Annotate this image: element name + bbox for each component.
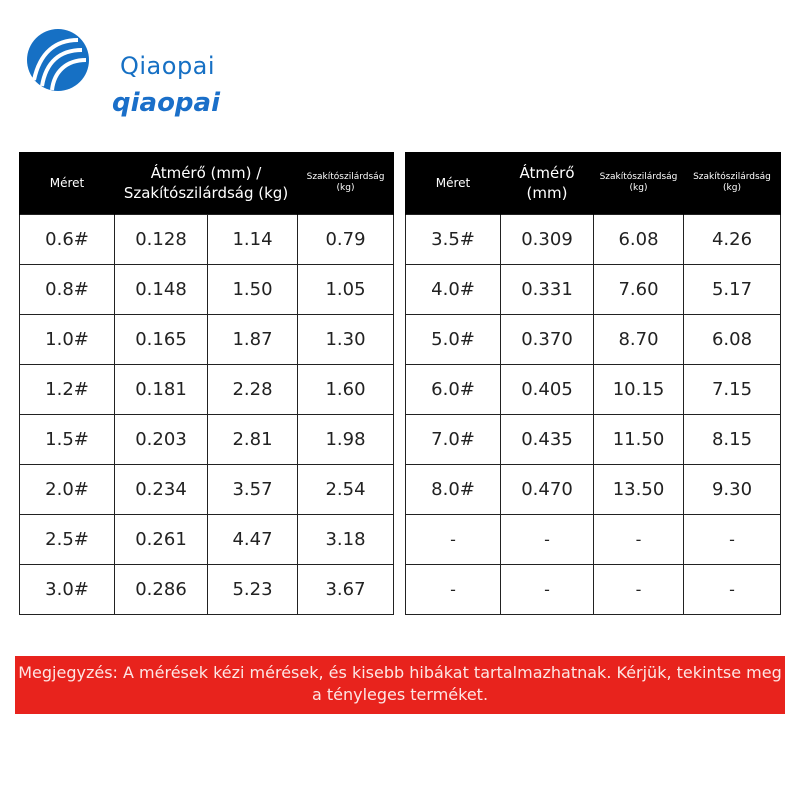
- table-cell: -: [594, 565, 684, 615]
- table-cell: -: [501, 515, 594, 565]
- table-row: [406, 465, 781, 515]
- table-cell: 6.08: [594, 215, 684, 265]
- table-cell: 0.405: [501, 365, 594, 415]
- header-size: Méret: [20, 152, 115, 215]
- table-cell: 1.98: [298, 415, 394, 465]
- note-banner: [15, 656, 785, 714]
- table-row: [406, 365, 781, 415]
- table-row: [406, 265, 781, 315]
- brand-name-top: Qiaopai: [120, 52, 216, 80]
- table-cell: 2.28: [208, 365, 298, 415]
- table-cell: -: [406, 565, 501, 615]
- table-cell: 1.05: [298, 265, 394, 315]
- header-diameter-strength: [115, 152, 298, 215]
- table-cell: 0.261: [115, 515, 208, 565]
- brand-name-bottom: qiaopai: [112, 88, 220, 118]
- table-cell: 7.15: [684, 365, 781, 415]
- table-cell: 1.60: [298, 365, 394, 415]
- table-cell: 0.6#: [20, 215, 115, 265]
- table-cell: 6.0#: [406, 365, 501, 415]
- table-cell: 0.128: [115, 215, 208, 265]
- table-cell: 0.203: [115, 415, 208, 465]
- table-cell: 7.60: [594, 265, 684, 315]
- table-cell: 8.70: [594, 315, 684, 365]
- table-cell: 5.0#: [406, 315, 501, 365]
- size-table-right: [405, 152, 780, 615]
- table-cell: 5.17: [684, 265, 781, 315]
- table-cell: 2.81: [208, 415, 298, 465]
- table-row: [20, 365, 394, 415]
- table-cell: 8.15: [684, 415, 781, 465]
- brand-logo: [26, 28, 226, 118]
- table-cell: 1.30: [298, 315, 394, 365]
- logo-swirl-icon: [26, 28, 90, 92]
- table-cell: 2.54: [298, 465, 394, 515]
- table-row: [406, 415, 781, 465]
- table-row: [20, 315, 394, 365]
- table-cell: 1.50: [208, 265, 298, 315]
- table-cell: 2.0#: [20, 465, 115, 515]
- table-cell: 0.8#: [20, 265, 115, 315]
- table-row: [406, 565, 781, 615]
- table-cell: 0.370: [501, 315, 594, 365]
- table-cell: 0.181: [115, 365, 208, 415]
- table-cell: -: [684, 515, 781, 565]
- table-cell: -: [684, 565, 781, 615]
- table-cell: 0.470: [501, 465, 594, 515]
- header-strength: Szakítószilárdság (kg): [298, 152, 394, 215]
- table-cell: 0.234: [115, 465, 208, 515]
- table-cell: 0.79: [298, 215, 394, 265]
- table-cell: 0.148: [115, 265, 208, 315]
- table-cell: 4.26: [684, 215, 781, 265]
- table-cell: -: [594, 515, 684, 565]
- table-cell: 5.23: [208, 565, 298, 615]
- header-diameter: Átmérő (mm): [501, 152, 594, 215]
- table-cell: -: [406, 515, 501, 565]
- table-row: [20, 565, 394, 615]
- header-size: Méret: [406, 152, 501, 215]
- table-cell: 13.50: [594, 465, 684, 515]
- table-cell: 2.5#: [20, 515, 115, 565]
- table-cell: 0.286: [115, 565, 208, 615]
- header-strength: Szakítószilárdság (kg): [594, 152, 684, 215]
- note-text: Megjegyzés: A mérések kézi mérések, és kisebb hibákat tartalmazhatnak. Kérjük, tekintse meg a tényleges terméket.: [18, 663, 782, 704]
- table-cell: 3.18: [298, 515, 394, 565]
- table-row: [20, 515, 394, 565]
- table-cell: 0.331: [501, 265, 594, 315]
- table-cell: 0.309: [501, 215, 594, 265]
- table-cell: 8.0#: [406, 465, 501, 515]
- table-header-row: [20, 152, 394, 215]
- table-row: [20, 415, 394, 465]
- table-cell: 4.0#: [406, 265, 501, 315]
- table-cell: 7.0#: [406, 415, 501, 465]
- size-table-left: [19, 152, 393, 615]
- table-cell: 1.14: [208, 215, 298, 265]
- table-cell: -: [501, 565, 594, 615]
- table-row: [406, 515, 781, 565]
- table-cell: 6.08: [684, 315, 781, 365]
- table-cell: 4.47: [208, 515, 298, 565]
- table-cell: 11.50: [594, 415, 684, 465]
- table-cell: 10.15: [594, 365, 684, 415]
- table-cell: 0.435: [501, 415, 594, 465]
- table-cell: 3.0#: [20, 565, 115, 615]
- table-cell: 3.5#: [406, 215, 501, 265]
- header-strength-2: Szakítószilárdság (kg): [684, 152, 781, 215]
- table-cell: 1.87: [208, 315, 298, 365]
- table-cell: 3.67: [298, 565, 394, 615]
- table-cell: 1.2#: [20, 365, 115, 415]
- table-row: [20, 465, 394, 515]
- table-header-row: [406, 152, 781, 215]
- table-row: [20, 215, 394, 265]
- table-cell: 1.0#: [20, 315, 115, 365]
- table-cell: 3.57: [208, 465, 298, 515]
- table-row: [406, 315, 781, 365]
- table-cell: 9.30: [684, 465, 781, 515]
- table-cell: 0.165: [115, 315, 208, 365]
- table-row: [20, 265, 394, 315]
- table-row: [406, 215, 781, 265]
- table-cell: 1.5#: [20, 415, 115, 465]
- header-diameter-strength-label: Átmérő (mm) / Szakítószilárdság (kg): [123, 164, 289, 202]
